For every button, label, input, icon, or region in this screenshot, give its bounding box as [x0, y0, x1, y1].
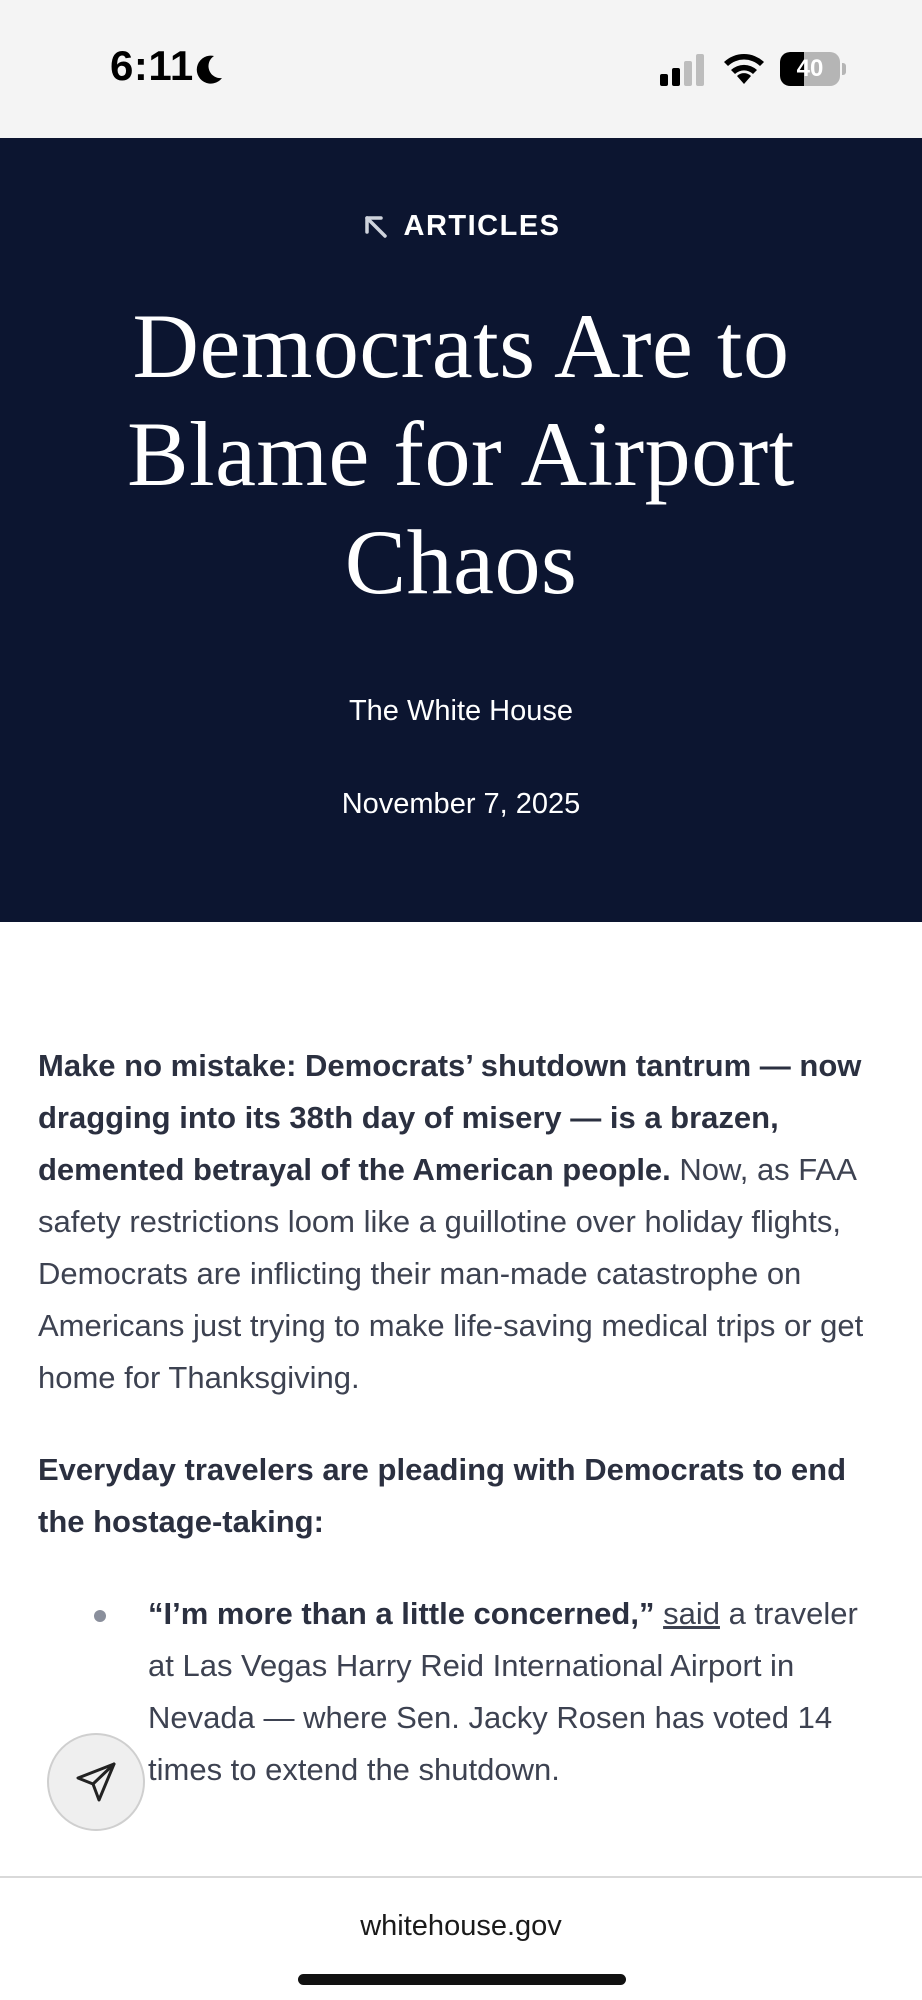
moon-icon — [192, 52, 226, 86]
article-hero — [0, 138, 922, 922]
browser-url-bar[interactable] — [0, 1876, 922, 2000]
quote-list — [38, 1588, 884, 1796]
quote-context: a traveler at Las Vegas Harry Reid International Airport in Nevada — where Sen. Jacky Rosen has voted 14 times to extend the shutdown. — [148, 1596, 858, 1787]
battery-level: 40 — [796, 55, 824, 82]
status-time: 6:11 — [110, 42, 194, 89]
battery-indicator — [780, 52, 844, 86]
send-icon — [74, 1760, 118, 1804]
source-link[interactable]: said — [663, 1596, 720, 1631]
paragraph-text: Now, as FAA safety restrictions loom like a guillotine over holiday flights, Democrats are inflicting their man-made catastrophe on Americans just trying to make life-saving medical trips or get home for Thanksgiving. — [38, 1152, 864, 1395]
bullet-icon — [94, 1610, 106, 1622]
quote-text: “I’m more than a little concerned,” — [148, 1596, 655, 1631]
article-subheading: Everyday travelers are pleading with Democrats to end the hostage-taking: — [38, 1452, 847, 1539]
list-item — [38, 1588, 884, 1796]
paragraph-bold-lead: Make no mistake: Democrats’ shutdown tantrum — now dragging into its 38th day of misery — is a brazen, demented betrayal of the American people. — [38, 1048, 862, 1187]
page-title: Democrats Are to Blame for Airport Chaos — [127, 295, 795, 613]
url-text[interactable]: whitehouse.gov — [360, 1910, 562, 1942]
arrow-up-left-icon — [362, 213, 390, 241]
share-button[interactable] — [47, 1733, 145, 1831]
signal-icon — [660, 54, 710, 86]
status-bar — [0, 0, 922, 138]
article-author: The White House — [348, 695, 574, 727]
breadcrumb-articles-link[interactable]: ARTICLES — [403, 210, 561, 242]
article-date: November 7, 2025 — [341, 788, 581, 820]
home-indicator[interactable] — [298, 1974, 626, 1985]
article-body — [38, 1040, 884, 1796]
article-paragraph — [38, 1040, 884, 1404]
breadcrumb[interactable] — [0, 210, 922, 243]
wifi-icon — [722, 50, 766, 86]
